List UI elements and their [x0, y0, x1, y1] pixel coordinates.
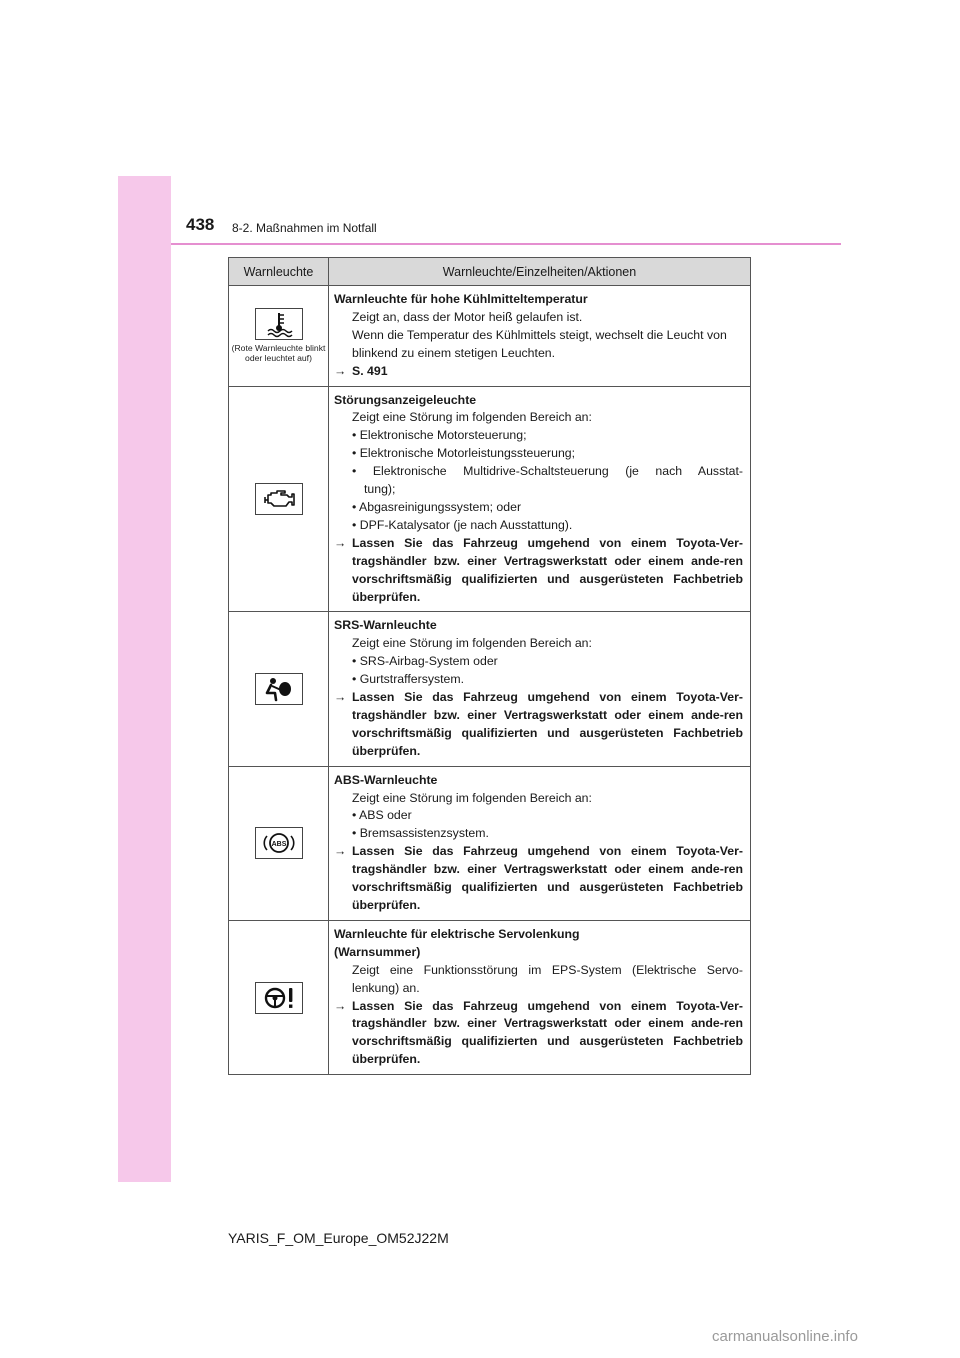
arrow-icon: → [334, 690, 347, 705]
arrow-icon: → [334, 998, 347, 1013]
header-divider [171, 243, 841, 245]
list-item: • Gurtstraffersystem. [352, 672, 465, 687]
row-action: → Lassen Sie das Fahrzeug umgehend von einem Toyota-Ver-tragshändler bzw. einer Vertragswerkstatt oder einem ande-ren vorschriftsmäßig qualifizierten und ausgerüsteten Fachbetrieb überprüfen. [334, 535, 743, 604]
abs-icon [255, 827, 303, 859]
table-row [229, 286, 751, 387]
details-cell [329, 612, 751, 766]
section-title: 8-2. Maßnahmen im Notfall [232, 221, 377, 235]
table-row [229, 386, 751, 612]
column-header-warning-light: Warnleuchte [229, 258, 329, 286]
engine-malfunction-icon [255, 483, 303, 515]
row-intro: Zeigt eine Störung im folgenden Bereich an: [352, 790, 592, 805]
icon-cell [229, 386, 329, 612]
row-title: Störungsanzeigeleuchte [334, 392, 477, 407]
row-intro: Zeigt eine Funktionsstörung im EPS-System (Elektrische Servo-lenkung) an. [352, 962, 743, 995]
list-item: • Elektronische Motorsteuerung; [352, 428, 527, 443]
details-cell [329, 766, 751, 920]
document-code: YARIS_F_OM_Europe_OM52J22M [228, 1230, 449, 1246]
arrow-icon: → [334, 535, 347, 550]
list-item: • ABS oder [352, 808, 412, 823]
row-action: → Lassen Sie das Fahrzeug umgehend von einem Toyota-Ver-tragshändler bzw. einer Vertragswerkstatt oder einem ande-ren vorschriftsmäßig qualifizierten und ausgerüsteten Fachbetrieb überprüfen. [334, 690, 743, 758]
row-title: SRS-Warnleuchte [334, 618, 437, 633]
list-item: • Elektronische Motorleistungssteuerung; [352, 446, 576, 461]
row-title: Warnleuchte für hohe Kühlmitteltemperatur [334, 292, 588, 306]
icon-cell [229, 766, 329, 920]
row-title: ABS-Warnleuchte [334, 772, 438, 787]
row-action: → Lassen Sie das Fahrzeug umgehend von einem Toyota-Ver-tragshändler bzw. einer Vertragswerkstatt oder einem ande-ren vorschriftsmäßig qualifizierten und ausgerüsteten Fachbetrieb überprüfen. [334, 998, 743, 1067]
row-action: → S. 491 [334, 363, 743, 381]
list-item: • Abgasreinigungssystem; oder [352, 499, 522, 514]
list-item: • Bremsassistenzsystem. [352, 826, 489, 841]
list-item: • Elektronische Multidrive-Schaltsteuerung (je nach Ausstat- [352, 464, 743, 479]
table-row [229, 766, 751, 920]
list-item: • SRS-Airbag-System oder [352, 654, 498, 669]
page-number: 438 [186, 215, 215, 234]
table-header-row [229, 258, 751, 286]
details-cell [329, 920, 751, 1074]
icon-note: (Rote Warnleuchte blinkt oder leuchtet auf) [231, 343, 326, 363]
row-intro: Zeigt eine Störung im folgenden Bereich an: [352, 410, 592, 425]
column-header-details: Warnleuchte/Einzelheiten/Aktionen [329, 258, 751, 286]
row-title: Warnleuchte für elektrische Servolenkung [334, 926, 580, 941]
watermark: carmanualsonline.info [712, 1328, 858, 1345]
table-row [229, 920, 751, 1074]
row-title-sub: (Warnsummer) [334, 944, 421, 959]
arrow-icon: → [334, 844, 347, 859]
icon-cell [229, 286, 329, 387]
row-text: Wenn die Temperatur des Kühlmittels steigt, wechselt die Leucht von blinkend zu einem stetigen Leuchten. [352, 327, 727, 360]
arrow-icon: → [334, 363, 347, 378]
details-cell [329, 386, 751, 612]
list-item-continuation: tung); [364, 482, 396, 497]
power-steering-icon [255, 982, 303, 1014]
coolant-temperature-icon [255, 308, 303, 340]
list-item: • DPF-Katalysator (je nach Ausstattung). [352, 517, 573, 532]
abs-label: ABS [271, 841, 286, 849]
row-action: → Lassen Sie das Fahrzeug umgehend von einem Toyota-Ver-tragshändler bzw. einer Vertragswerkstatt oder einem ande-ren vorschriftsmäßig qualifizierten und ausgerüsteten Fachbetrieb überprüfen. [334, 844, 743, 912]
row-text: Zeigt an, dass der Motor heiß gelaufen ist. [352, 309, 583, 324]
side-tab [118, 176, 171, 1182]
icon-cell [229, 612, 329, 766]
table-row [229, 612, 751, 766]
details-cell [329, 286, 751, 387]
icon-cell [229, 920, 329, 1074]
warning-light-table [228, 257, 751, 1075]
row-intro: Zeigt eine Störung im folgenden Bereich an: [352, 636, 592, 651]
srs-airbag-icon [255, 673, 303, 705]
